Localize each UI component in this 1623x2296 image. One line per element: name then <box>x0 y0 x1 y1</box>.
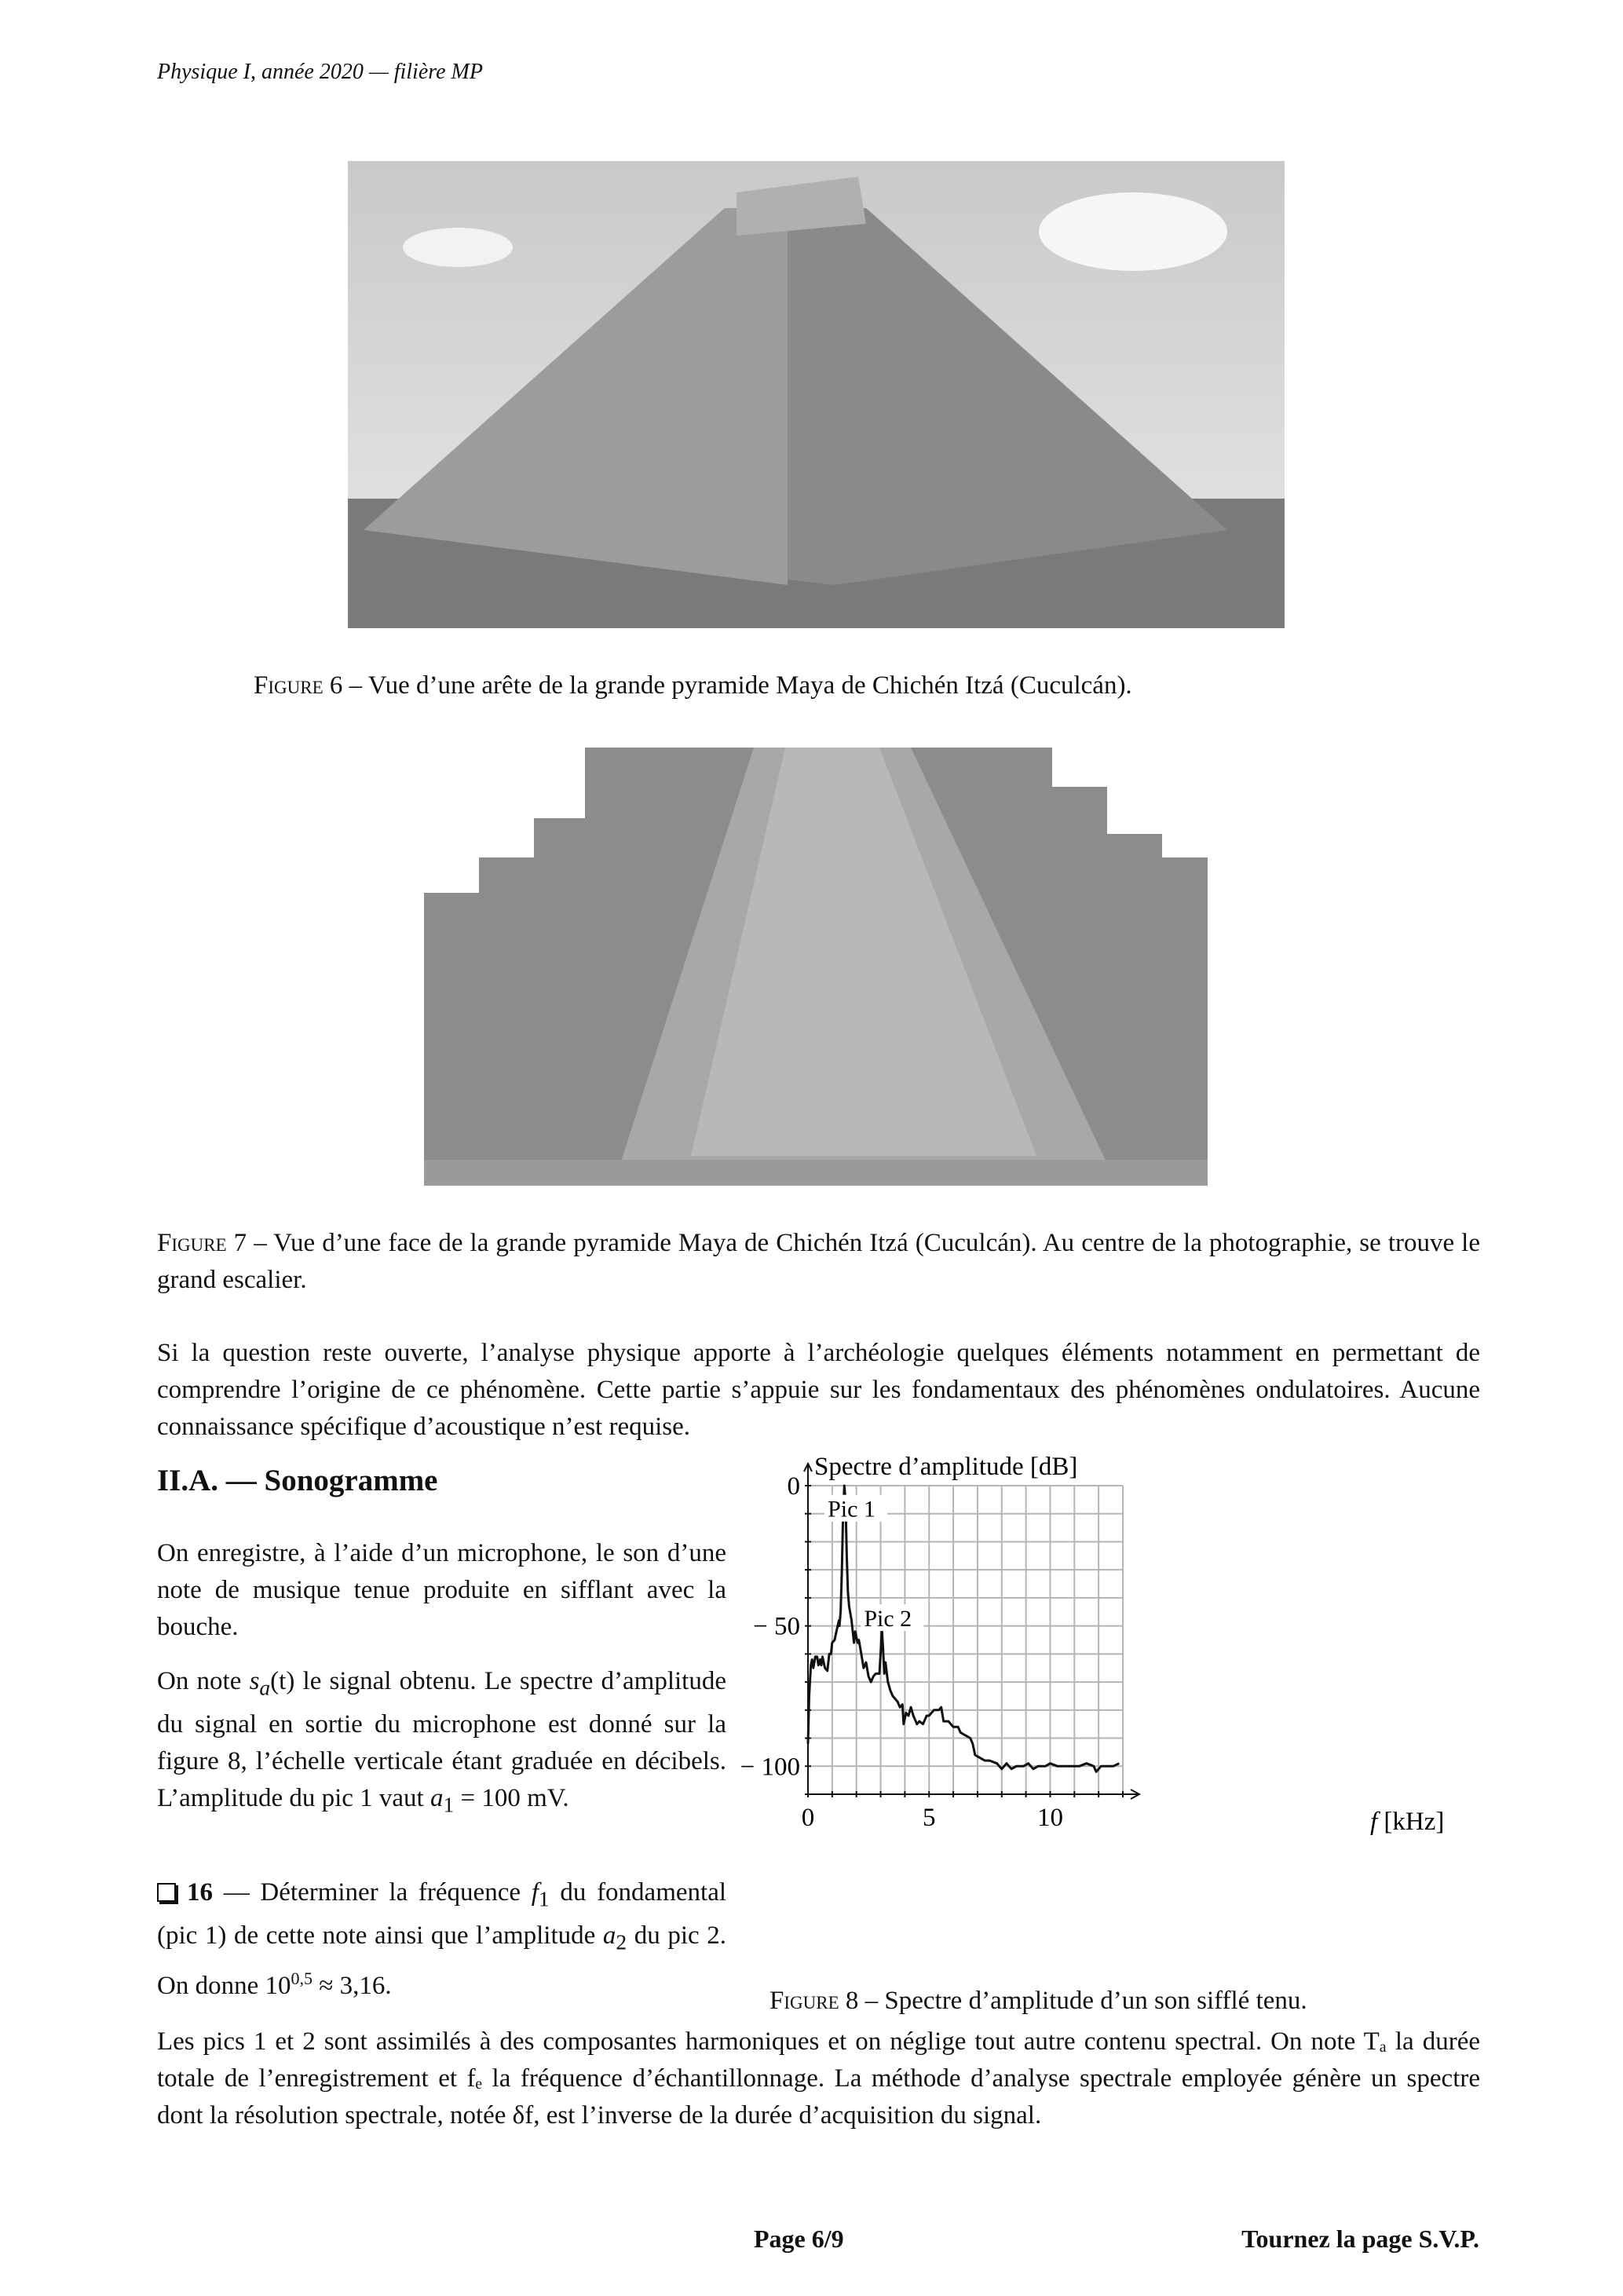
subscript: 2 <box>616 1929 627 1954</box>
text: (t) le signal obtenu. Le spectre d’amplitude du signal en sortie du microphone est donné sur la figure 8, l’échelle verticale étant graduée en décibels. L’amplitude du pic 1 vaut <box>157 1667 726 1812</box>
checkbox-icon <box>157 1883 176 1902</box>
section-paragraph-2 <box>157 1663 726 1823</box>
spectrum-chart <box>740 1453 1492 1940</box>
section-paragraph-1: On enregistre, à l’aide d’un microphone, le son d’une note de musique tenue produite en sifflant avec la bouche. <box>157 1539 726 1641</box>
text: = 100 mV. <box>454 1783 569 1812</box>
text: On note <box>157 1667 250 1695</box>
y-tick-label: − 100 <box>740 1753 800 1782</box>
peak-annotation: Pic 2 <box>864 1606 912 1632</box>
x-tick-label: 10 <box>1036 1804 1063 1832</box>
subscript: 1 <box>443 1792 455 1817</box>
running-header: Physique I, année 2020 — filière MP <box>157 60 483 84</box>
text: — Déterminer la fréquence <box>213 1878 532 1907</box>
x-tick-label: 0 <box>801 1804 815 1832</box>
symbol: f <box>531 1878 539 1907</box>
figure8-caption-text: – Spectre d’amplitude d’un son sifflé tenu. <box>858 1987 1307 2015</box>
text: ≈ 3,16. <box>312 1972 392 2001</box>
figure8-label: Figure 8 <box>769 1987 859 2015</box>
figure8-caption <box>769 1983 1307 2020</box>
turn-page-note: Tournez la page S.V.P. <box>1241 2225 1479 2253</box>
question-number: 16 <box>187 1878 213 1907</box>
text: du pic 2. On donne 10 <box>157 1921 726 2001</box>
figure6-label: Figure 6 <box>254 671 343 700</box>
text: du fondamental (pic 1) de cette note ainsi que l’amplitude <box>157 1878 727 1950</box>
figure7-caption <box>157 1225 1480 1299</box>
subscript: a <box>259 1675 271 1700</box>
pyramid-edge-photo <box>348 161 1285 628</box>
exponent: 0,5 <box>291 1969 313 1989</box>
subscript: 1 <box>538 1886 550 1911</box>
pyramid-face-photo <box>424 748 1208 1186</box>
y-tick-label: − 50 <box>753 1612 800 1641</box>
figure7-label: Figure 7 <box>157 1229 247 1257</box>
intro-paragraph: Si la question reste ouverte, l’analyse physique apporte à l’archéologie quelques éléments notamment en permettant de comprendre l’origine de ce phénomène. Cette partie s’appuie sur les fondamentaux des phénomènes ondulatoires. Aucune connaissance spécifique d’acoustique n’est requise. <box>157 1339 1480 1441</box>
figure6-caption-text: – Vue d’une arête de la grande pyramide Maya de Chichén Itzá (Cuculcán). <box>342 671 1132 700</box>
question-16 <box>157 1874 726 2005</box>
figure7-caption-text: – Vue d’une face de la grande pyramide Maya de Chichén Itzá (Cuculcán). Au centre de la photographie, se trouve le grand escalier. <box>157 1229 1480 1294</box>
y-tick-label: 0 <box>787 1472 800 1501</box>
peak-annotation: Pic 1 <box>828 1496 875 1523</box>
figure6-caption <box>254 667 1384 704</box>
symbol: s <box>249 1667 260 1695</box>
x-tick-label: 5 <box>922 1804 936 1832</box>
y-axis-label: Spectre d’amplitude [dB] <box>814 1453 1078 1481</box>
symbol: a <box>602 1921 616 1950</box>
x-axis-label: f [kHz] <box>1370 1808 1445 1836</box>
spectrum-line <box>808 1486 1119 1771</box>
section-title: II.A. — Sonogramme <box>157 1464 438 1497</box>
symbol: a <box>430 1783 444 1812</box>
closing-paragraph: Les pics 1 et 2 sont assimilés à des composantes harmoniques et on néglige tout autre contenu spectral. On note Tₐ la durée totale de l’enregistrement et fₑ la fréquence d’échantillonnage. La méthode d’analyse spectrale employée génère un spectre dont la résolution spectrale, notée δf, est l’inverse de la durée d’acquisition du signal. <box>157 2027 1480 2130</box>
page-number: Page 6/9 <box>754 2225 844 2253</box>
